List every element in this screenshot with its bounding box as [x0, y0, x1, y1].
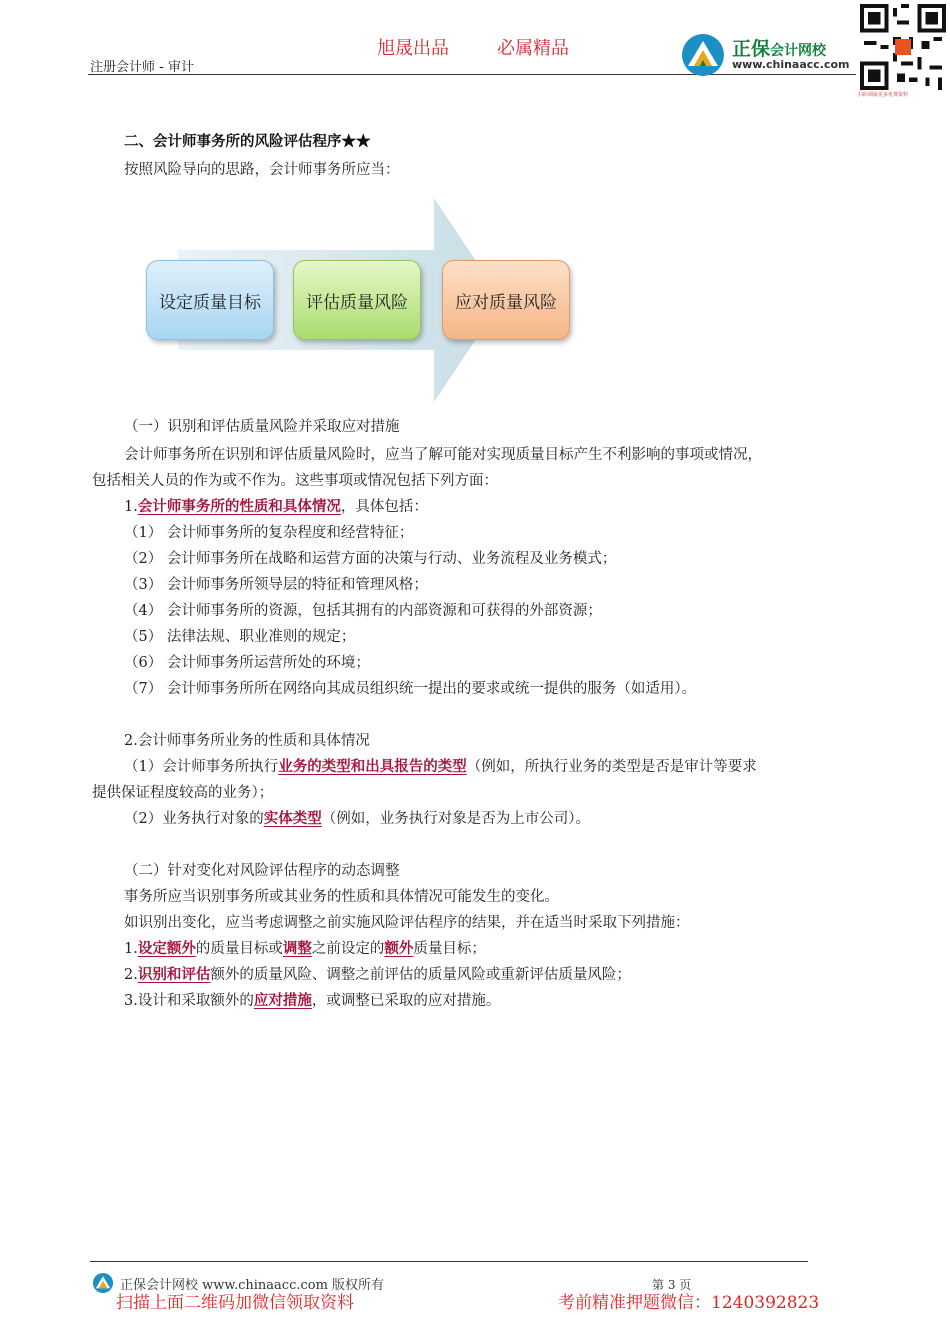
section-title: 二、会计师事务所的风险评估程序★★: [124, 133, 371, 150]
highlight-engagement-types: 业务的类型和出具报告的类型: [278, 758, 467, 775]
footer-copyright: 正保会计网校 www.chinaacc.com 版权所有: [120, 1278, 385, 1293]
part2-measure1: 1.设定额外的质量目标或调整之前设定的额外质量目标；: [124, 940, 486, 957]
part1-item2-2: （2）业务执行对象的实体类型（例如，业务执行对象是否为上市公司）。: [124, 810, 590, 827]
subitem-1: （1） 会计师事务所的复杂程度和经营特征；: [124, 525, 414, 541]
step-set-quality-objectives: 设定质量目标: [146, 260, 274, 340]
slogan-left: 旭晟出品: [377, 38, 449, 59]
part1-item2: 2.会计师事务所业务的性质和具体情况: [124, 733, 370, 749]
part2-line2: 如识别出变化，应当考虑调整之前实施风险评估程序的结果，并在适当时采取下列措施：: [124, 915, 690, 931]
logo-name: 正保会计网校: [732, 38, 827, 60]
footer-promo-left: 扫描上面二维码加微信领取资料: [116, 1293, 354, 1313]
highlight-firm-nature: 会计师事务所的性质和具体情况: [137, 498, 341, 515]
subitem-7: （7） 会计师事务所所在网络向其成员组织统一提出的要求或统一提供的服务（如适用）。: [124, 681, 697, 697]
subitem-3: （3） 会计师事务所领导层的特征和管理风格；: [124, 577, 428, 593]
footer-divider: [90, 1261, 808, 1262]
part2-measure2: 2.识别和评估额外的质量风险、调整之前评估的质量风险或重新评估质量风险；: [124, 966, 631, 983]
part1-heading: （一）识别和评估质量风险并采取应对措施: [124, 419, 400, 435]
subitem-4: （4） 会计师事务所的资源，包括其拥有的内部资源和可获得的外部资源；: [124, 603, 602, 619]
slogan-right: 必属精品: [497, 38, 569, 59]
step-respond-quality-risks: 应对质量风险: [442, 260, 570, 340]
step-assess-quality-risks: 评估质量风险: [293, 260, 421, 340]
part1-paragraph-line2: 包括相关人员的作为或不作为。这些事项或情况包括下列方面：: [92, 473, 498, 489]
part2-measure3: 3.设计和采取额外的应对措施，或调整已采取的应对措施。: [124, 992, 501, 1009]
highlight-entity-type: 实体类型: [263, 810, 322, 827]
part1-item2-1: （1）会计师事务所执行业务的类型和出具报告的类型（例如，所执行业务的类型是否是审计等要求: [124, 758, 757, 775]
chinaacc-logo-icon: [680, 32, 726, 78]
header-divider: [88, 74, 856, 75]
section-intro: 按照风险导向的思路，会计师事务所应当：: [124, 162, 400, 178]
part1-item1: 1.会计师事务所的性质和具体情况，具体包括：: [124, 498, 428, 515]
footer-page-number: 第 3 页: [652, 1278, 692, 1292]
part2-heading: （二）针对变化对风险评估程序的动态调整: [124, 863, 400, 879]
subitem-2: （2） 会计师事务所在战略和运营方面的决策与行动、业务流程及业务模式；: [124, 551, 617, 567]
qr-code-icon[interactable]: [860, 4, 946, 90]
footer-logo-icon: [92, 1272, 114, 1294]
header-subject: 注册会计师 - 审计: [90, 60, 194, 75]
part1-paragraph-line1: 会计师事务所在识别和评估质量风险时，应当了解可能对实现质量目标产生不利影响的事项或情况，: [124, 447, 762, 463]
part1-item2-1-cont: 提供保证程度较高的业务）；: [92, 785, 274, 801]
part2-line1: 事务所应当识别事务所或其业务的性质和具体情况可能发生的变化。: [124, 889, 559, 905]
footer-promo-right: 考前精准押题微信：1240392823: [558, 1293, 820, 1313]
logo-url: www.chinaacc.com: [732, 58, 850, 71]
subitem-6: （6） 会计师事务所运营所处的环境；: [124, 655, 370, 671]
subitem-5: （5） 法律法规、职业准则的规定；: [124, 629, 356, 645]
qr-caption: 扫码领取更多免费资料: [858, 92, 909, 98]
